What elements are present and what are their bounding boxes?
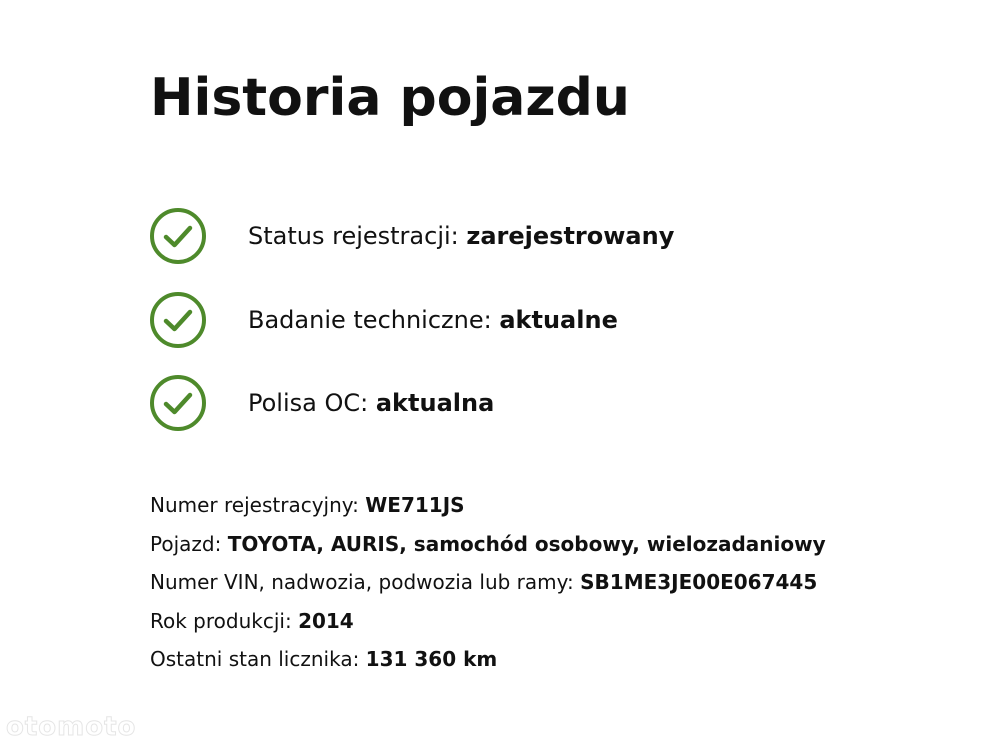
vehicle-details [150, 490, 970, 683]
watermark-logo: otomoto [6, 712, 137, 742]
status-label: Status rejestracji: [248, 222, 459, 250]
status-value: aktualne [499, 306, 618, 334]
check-circle-icon [150, 208, 206, 264]
detail-value: SB1ME3JE00E067445 [580, 570, 818, 595]
status-text [248, 389, 494, 417]
detail-label: Pojazd: [150, 531, 222, 556]
status-item-registration [150, 208, 950, 264]
detail-vin [150, 567, 970, 606]
detail-vehicle [150, 529, 970, 568]
detail-label: Rok produkcji: [150, 608, 292, 633]
status-value: zarejestrowany [466, 222, 675, 250]
detail-odometer [150, 644, 970, 683]
detail-registration-number [150, 490, 970, 529]
detail-label: Numer rejestracyjny: [150, 493, 359, 517]
detail-value: 2014 [298, 608, 354, 633]
check-circle-icon [150, 375, 206, 431]
status-text [248, 306, 618, 334]
detail-production-year [150, 606, 970, 645]
status-item-insurance [150, 375, 950, 431]
status-text [248, 222, 674, 250]
page-title: Historia pojazdu [150, 68, 630, 128]
status-value: aktualna [375, 389, 495, 417]
detail-value: 131 360 km [365, 647, 498, 672]
detail-value: WE711JS [365, 493, 465, 517]
status-label: Badanie techniczne: [248, 306, 492, 334]
detail-value: TOYOTA, AURIS, samochód osobowy, wielozadaniowy [227, 531, 826, 556]
check-circle-icon [150, 292, 206, 348]
status-item-inspection [150, 292, 950, 348]
status-label: Polisa OC: [248, 389, 369, 417]
detail-label: Numer VIN, nadwozia, podwozia lub ramy: [150, 570, 574, 595]
detail-label: Ostatni stan licznika: [150, 647, 360, 672]
